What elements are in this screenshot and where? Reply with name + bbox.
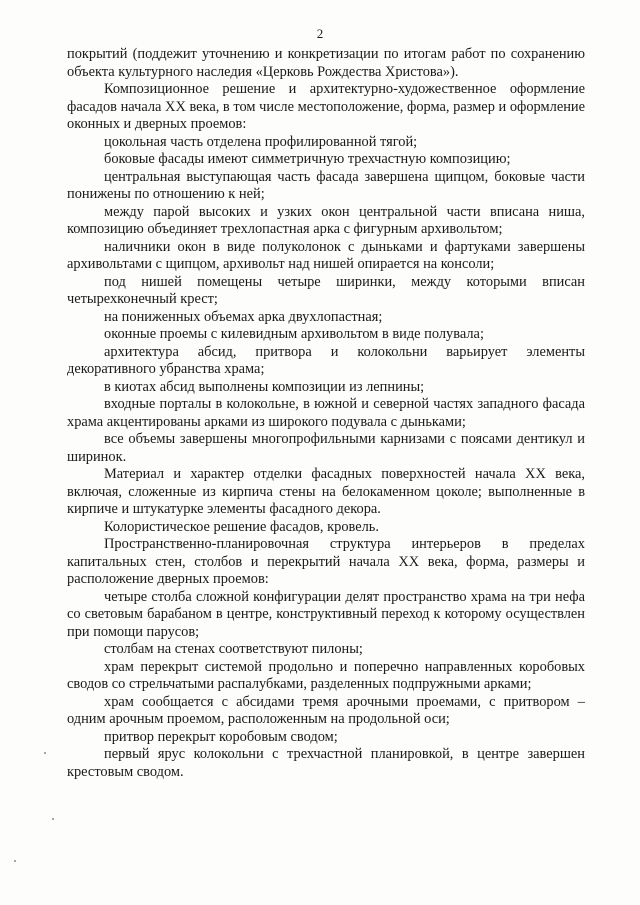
paragraph: центральная выступающая часть фасада завершена щипцом, боковые части понижены по отношению к ней; [67, 168, 585, 202]
scan-speck [52, 818, 54, 820]
paragraph: между парой высоких и узких окон центральной части вписана ниша, композицию объединяет трехлопастная арка с фигурным архивольтом; [67, 203, 585, 237]
paragraph: архитектура абсид, притвора и колокольни варьирует элементы декоративного убранства храма; [67, 343, 585, 377]
paragraph: притвор перекрыт коробовым сводом; [104, 728, 338, 745]
document-body [67, 46, 585, 781]
paragraph: Материал и характер отделки фасадных поверхностей начала XX века, включая, сложенные из кирпича стены на белокаменном цоколе; выполненные в кирпиче и штукатурке элементы фасадного декора. [67, 466, 585, 517]
paragraph: цокольная часть отделена профилированной тягой; [104, 133, 418, 150]
paragraph: столбам на стенах соответствуют пилоны; [104, 641, 363, 657]
paragraph: храм сообщается с абсидами тремя арочными проемами, с притвором – одним арочным проемом, расположенным на продольной оси; [67, 693, 585, 727]
paragraph: Композиционное решение и архитектурно-художественное оформление фасадов начала XX века, в том числе местоположение, форма, размер и оформление оконных и дверных проемов: [67, 81, 585, 132]
scan-speck [14, 860, 16, 862]
paragraph: покрытий (поддежит уточнению и конкретизации по итогам работ по сохранению объекта культурного наследия «Церковь Рождества Христова»). [67, 46, 585, 80]
paragraph: в киотах абсид выполнены композиции из лепнины; [104, 378, 425, 395]
paragraph: на пониженных объемах арка двухлопастная; [104, 308, 383, 325]
paragraph: боковые фасады имеют симметричную трехчастную композицию; [104, 151, 511, 167]
paragraph: все объемы завершены многопрофильными карнизами с поясами дентикул и ширинок. [67, 431, 585, 465]
paragraph: наличники окон в виде полуколонок с дыньками и фартуками завершены архивольтами с щипцом, архивольт над нишей опирается на консоли; [67, 238, 585, 272]
paragraph: четыре столба сложной конфигурации делят пространство храма на три нефа со световым барабаном в центре, конструктивный переход к которому осуществлен при помощи парусов; [67, 588, 585, 640]
scan-speck [44, 752, 46, 754]
page-number: 2 [316, 26, 324, 41]
paragraph: оконные проемы с килевидным архивольтом в виде полувала; [104, 326, 484, 342]
paragraph: Колористическое решение фасадов, кровель. [104, 518, 379, 535]
paragraph: храм перекрыт системой продольно и поперечно направленных коробовых сводов со стрельчатыми распалубками, разделенных подпружными арками; [67, 658, 585, 692]
paragraph: первый ярус колокольни с трехчастной планировкой, в центре завершен крестовым сводом. [67, 746, 585, 780]
paragraph: входные порталы в колокольне, в южной и северной частях западного фасада храма акцентированы арками из широкого подувала с дыньками; [67, 396, 585, 430]
paragraph: под нишей помещены четыре ширинки, между которыми вписан четырехконечный крест; [67, 273, 585, 307]
paragraph: Пространственно-планировочная структура интерьеров в пределах капитальных стен, столбов и перекрытий начала XX века, форма, размеры и расположение дверных проемов: [67, 536, 585, 587]
